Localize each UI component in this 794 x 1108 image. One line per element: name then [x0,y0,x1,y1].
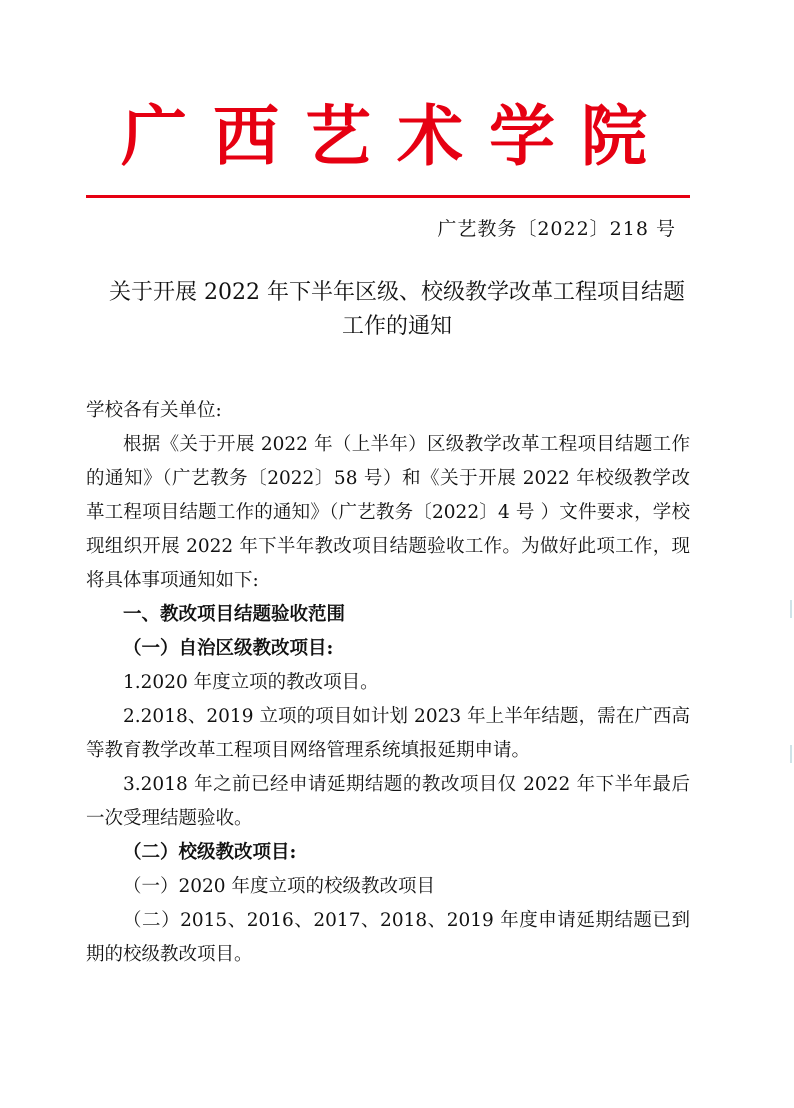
scan-edge-mark [790,600,792,618]
notice-title [70,276,724,344]
scan-edge-mark [790,745,792,763]
subsection-1-heading: （一）自治区级教改项目: [123,638,334,659]
notice-body [86,394,690,972]
document-number: 广艺教务〔2022〕218 号 [437,218,676,240]
org-title: 广西艺术学院 [121,97,673,175]
regional-item-1: 1.2020 年度立项的教改项目。 [123,672,379,693]
school-item-2: （二）2015、2016、2017、2018、2019 年度申请延期结题已到期的校级教改项目。 [86,910,690,965]
regional-item-3: 3.2018 年之前已经申请延期结题的教改项目仅 2022 年下半年最后一次受理结题验收。 [86,774,690,829]
notice-title-line-1: 关于开展 2022 年下半年区级、校级教学改革工程项目结题 [109,280,685,305]
school-item-1: （一）2020 年度立项的校级教改项目 [123,876,435,897]
notice-title-line-2: 工作的通知 [341,314,452,339]
regional-item-2: 2.2018、2019 立项的项目如计划 2023 年上半年结题，需在广西高等教育教学改革工程项目网络管理系统填报延期申请。 [86,706,690,761]
subsection-2-heading: （二）校级教改项目: [123,842,297,863]
red-header-rule [86,195,690,198]
intro-paragraph: 根据《关于开展 2022 年（上半年）区级教学改革工程项目结题工作的通知》（广艺教务〔2022〕58 号）和《关于开展 2022 年校级教学改革工程项目结题工作的通知》（广艺教务〔2022〕4 号 ）文件要求，学校现组织开展 2022 年下半年教改项目结题验收工作。为做好此项工作，现将具体事项通知如下: [86,434,690,591]
salutation: 学校各有关单位: [86,400,222,421]
section-1-heading: 一、教改项目结题验收范围 [123,604,346,625]
